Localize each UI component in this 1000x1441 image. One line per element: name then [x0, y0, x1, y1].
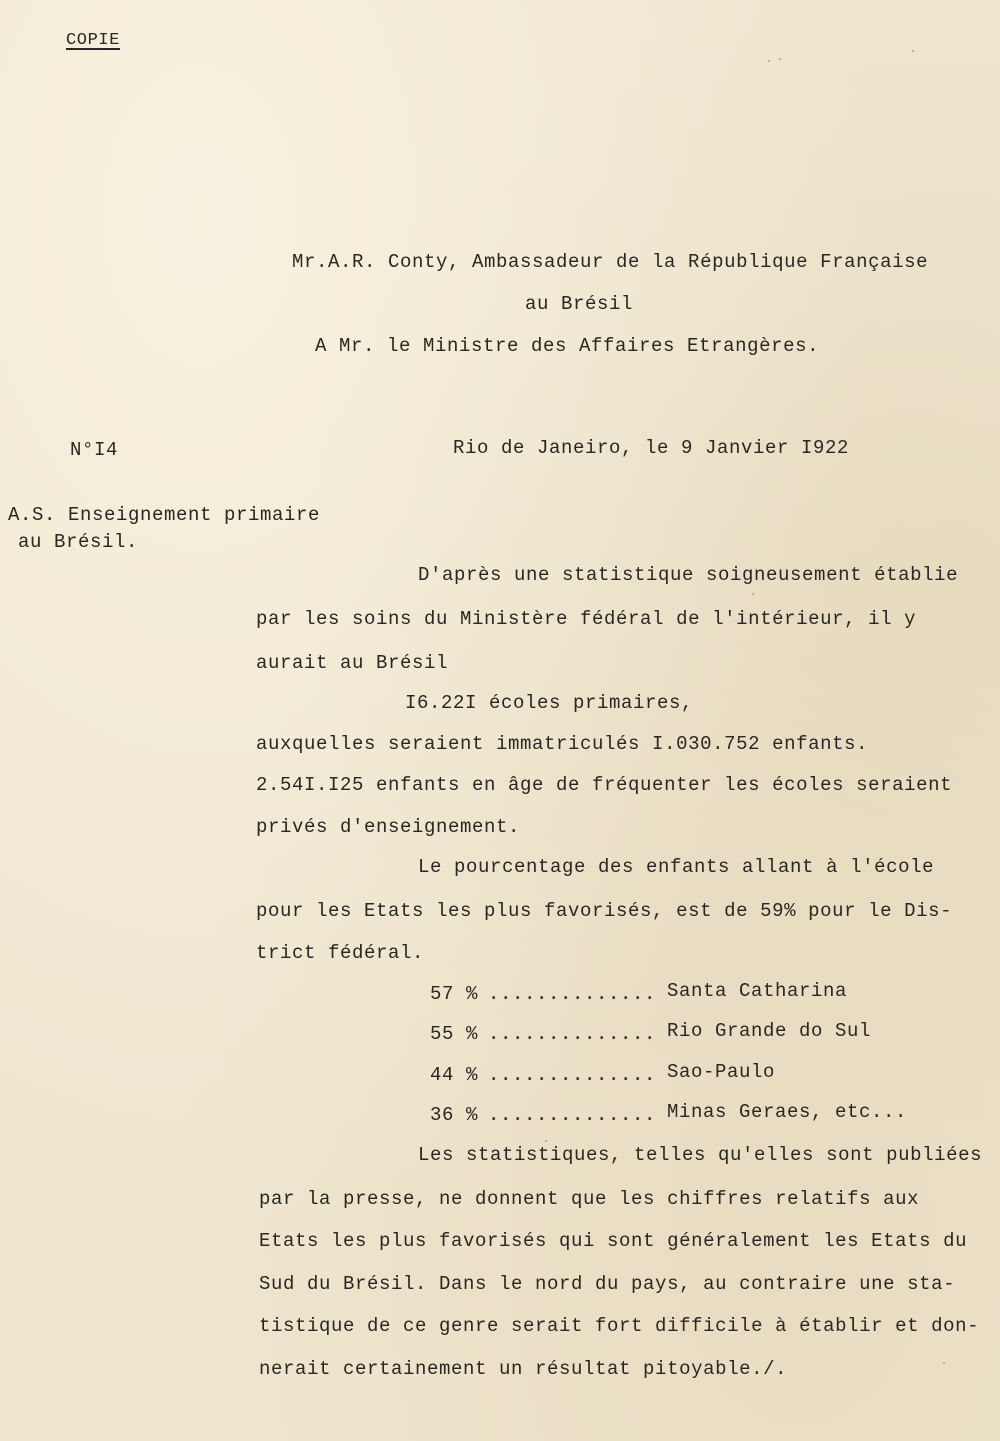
body-line: Le pourcentage des enfants allant à l'école: [418, 856, 935, 878]
stats-state: Sao-Paulo: [667, 1061, 776, 1083]
paper-speck: [768, 60, 770, 62]
stats-percent: 36 %: [430, 1104, 479, 1126]
stats-leader-dots: ..............: [488, 1104, 657, 1126]
paper-speck: [545, 1140, 547, 1142]
stats-state: Rio Grande do Sul: [667, 1020, 872, 1042]
paper-speck: [912, 50, 914, 52]
sender-country: au Brésil: [525, 293, 634, 315]
sender-line: Mr.A.R. Conty, Ambassadeur de la République Française: [292, 251, 929, 273]
paper-speck: [752, 593, 754, 595]
body-line: trict fédéral.: [256, 942, 425, 964]
body-line: Etats les plus favorisés qui sont généralement les Etats du: [259, 1230, 968, 1252]
body-line: Sud du Brésil. Dans le nord du pays, au contraire une sta-: [259, 1273, 956, 1295]
subject-line: A.S. Enseignement primaire: [8, 504, 321, 526]
recipient-line: A Mr. le Ministre des Affaires Etrangères.: [315, 335, 820, 357]
body-line: aurait au Brésil: [256, 652, 449, 674]
body-line: auxquelles seraient immatriculés I.030.752 enfants.: [256, 733, 869, 755]
body-line: D'après une statistique soigneusement établie: [418, 564, 959, 586]
paper-speck: [943, 1362, 945, 1364]
stats-leader-dots: ..............: [488, 983, 657, 1005]
copy-stamp: COPIE: [66, 31, 121, 50]
body-line: 2.54I.I25 enfants en âge de fréquenter les écoles seraient: [256, 774, 953, 796]
paper-speck: [779, 58, 781, 60]
body-line: Les statistiques, telles qu'elles sont publiées: [418, 1144, 983, 1166]
body-line: privés d'enseignement.: [256, 816, 521, 838]
body-line: par les soins du Ministère fédéral de l'intérieur, il y: [256, 608, 917, 630]
stats-leader-dots: ..............: [488, 1023, 657, 1045]
body-line: pour les Etats les plus favorisés, est de 59% pour le Dis-: [256, 900, 953, 922]
body-line: I6.22I écoles primaires,: [405, 692, 694, 714]
body-line: tistique de ce genre serait fort difficile à établir et don-: [259, 1315, 980, 1337]
body-line: nerait certainement un résultat pitoyable./.: [259, 1358, 788, 1380]
stats-percent: 55 %: [430, 1023, 479, 1045]
body-line: par la presse, ne donnent que les chiffres relatifs aux: [259, 1188, 920, 1210]
stats-state: Santa Catharina: [667, 980, 848, 1002]
dispatch-number: N°I4: [70, 439, 119, 461]
subject-line: au Brésil.: [18, 531, 139, 553]
stats-state: Minas Geraes, etc...: [667, 1101, 908, 1123]
stats-percent: 57 %: [430, 983, 479, 1005]
place-date: Rio de Janeiro, le 9 Janvier I922: [453, 437, 850, 459]
stats-percent: 44 %: [430, 1064, 479, 1086]
stats-leader-dots: ..............: [488, 1064, 657, 1086]
